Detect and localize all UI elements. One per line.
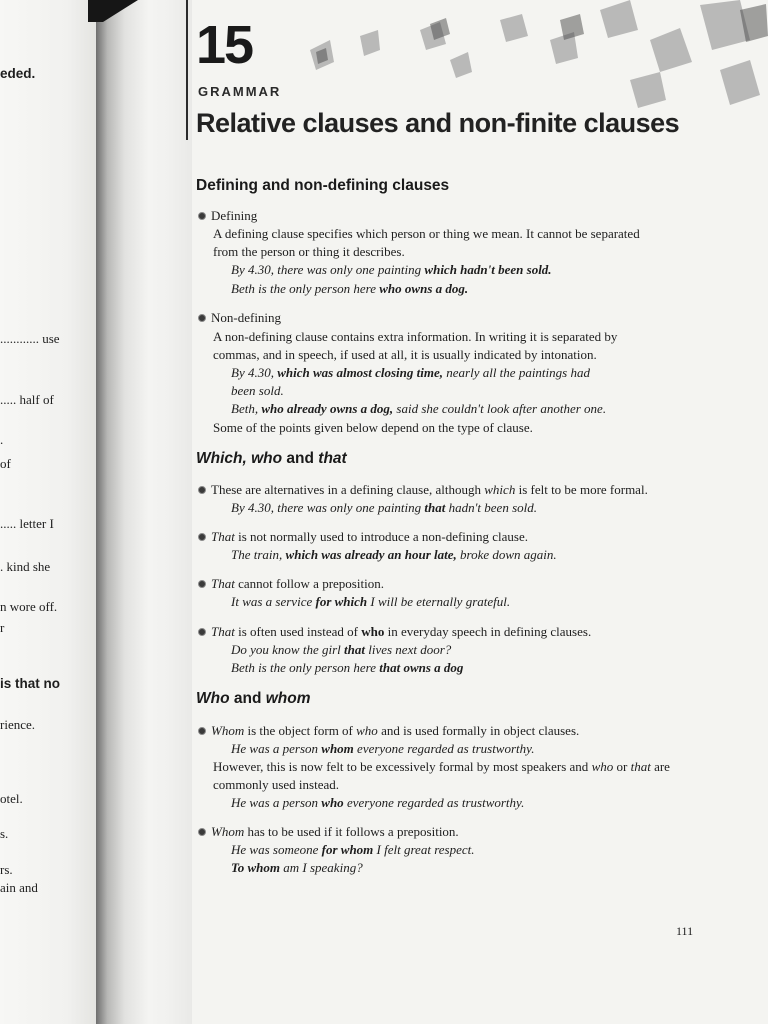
facing-page-text: rs. xyxy=(0,862,13,877)
bullet-label: Defining xyxy=(211,208,258,223)
body-text: That cannot follow a preposition. xyxy=(211,576,384,591)
body-text: Whom has to be used if it follows a preposition. xyxy=(211,824,459,839)
bullet-icon xyxy=(198,628,206,636)
body-text: A non-defining clause contains extra information. In writing it is separated by xyxy=(213,329,618,344)
example-sentence: He was a person whom everyone regarded as trustworthy. xyxy=(231,741,535,756)
body-text: These are alternatives in a defining clause, although which is felt to be more formal. xyxy=(211,482,648,497)
example-sentence: Beth is the only person here that owns a dog xyxy=(231,660,464,675)
section-heading: Defining and non-defining clauses xyxy=(196,177,450,194)
unit-label: GRAMMAR xyxy=(198,84,282,99)
facing-page-text: otel. xyxy=(0,791,23,806)
body-text: That is often used instead of who in everyday speech in defining clauses. xyxy=(211,624,592,639)
bullet-icon xyxy=(198,533,206,541)
body-text: commonly used instead. xyxy=(213,777,340,792)
example-sentence: By 4.30, there was only one painting which hadn't been sold. xyxy=(231,262,552,277)
facing-page-text: n wore off. xyxy=(0,599,58,614)
page-number: 111 xyxy=(676,924,694,938)
example-sentence: He was a person who everyone regarded as trustworthy. xyxy=(231,795,525,810)
bullet-icon xyxy=(198,828,206,836)
facing-page xyxy=(0,0,96,1024)
unit-number: 15 xyxy=(196,15,253,75)
facing-page-text: . kind she xyxy=(0,559,51,574)
example-sentence: It was a service for which I will be eternally grateful. xyxy=(231,594,511,609)
facing-page-text: r xyxy=(0,620,5,635)
example-sentence: Do you know the girl that lives next door? xyxy=(231,642,452,657)
section-heading: Which, who and that xyxy=(196,450,347,467)
example-sentence: Beth, who already owns a dog, said she couldn't look after another one. xyxy=(231,401,607,416)
section-heading: Who and whom xyxy=(196,690,311,707)
body-text: Some of the points given below depend on the type of clause. xyxy=(213,420,533,435)
example-sentence: He was someone for whom I felt great respect. xyxy=(231,842,475,857)
example-sentence: To whom am I speaking? xyxy=(231,860,363,875)
bullet-icon xyxy=(198,314,206,322)
facing-page-text: s. xyxy=(0,826,9,841)
body-text: commas, and in speech, if used at all, it is usually indicated by intonation. xyxy=(213,347,597,362)
facing-page-text: ..... letter I xyxy=(0,516,54,531)
facing-page-text: . xyxy=(0,432,4,447)
facing-page-text: is that no xyxy=(0,676,60,691)
example-sentence: By 4.30, which was almost closing time, nearly all the paintings had xyxy=(231,365,590,380)
page-title: Relative clauses and non-finite clauses xyxy=(196,108,680,138)
book-binding xyxy=(96,0,192,1024)
facing-page-text: ..... half of xyxy=(0,392,54,407)
body-text: A defining clause specifies which person or thing we mean. It cannot be separated xyxy=(213,226,640,241)
unit-divider-line xyxy=(186,0,188,140)
facing-page-text: eded. xyxy=(0,66,36,81)
body-text: from the person or thing it describes. xyxy=(213,244,405,259)
example-sentence: Beth is the only person here who owns a dog. xyxy=(231,281,469,296)
facing-page-text: of xyxy=(0,456,11,471)
example-sentence: The train, which was already an hour late, broke down again. xyxy=(231,547,557,562)
bullet-icon xyxy=(198,486,206,494)
bullet-icon xyxy=(198,580,206,588)
bullet-icon xyxy=(198,727,206,735)
example-sentence: By 4.30, there was only one painting that hadn't been sold. xyxy=(231,500,537,515)
bullet-icon xyxy=(198,212,206,220)
body-text: However, this is now felt to be excessively formal by most speakers and who or that are xyxy=(213,759,670,774)
example-sentence: been sold. xyxy=(231,383,284,398)
facing-page-text: ain and xyxy=(0,880,38,895)
bullet-label: Non-defining xyxy=(211,310,282,325)
body-text: That is not normally used to introduce a non-defining clause. xyxy=(211,529,528,544)
facing-page-text: rience. xyxy=(0,717,36,732)
body-text: Whom is the object form of who and is used formally in object clauses. xyxy=(211,723,580,738)
facing-page-text: ............ use xyxy=(0,331,60,346)
